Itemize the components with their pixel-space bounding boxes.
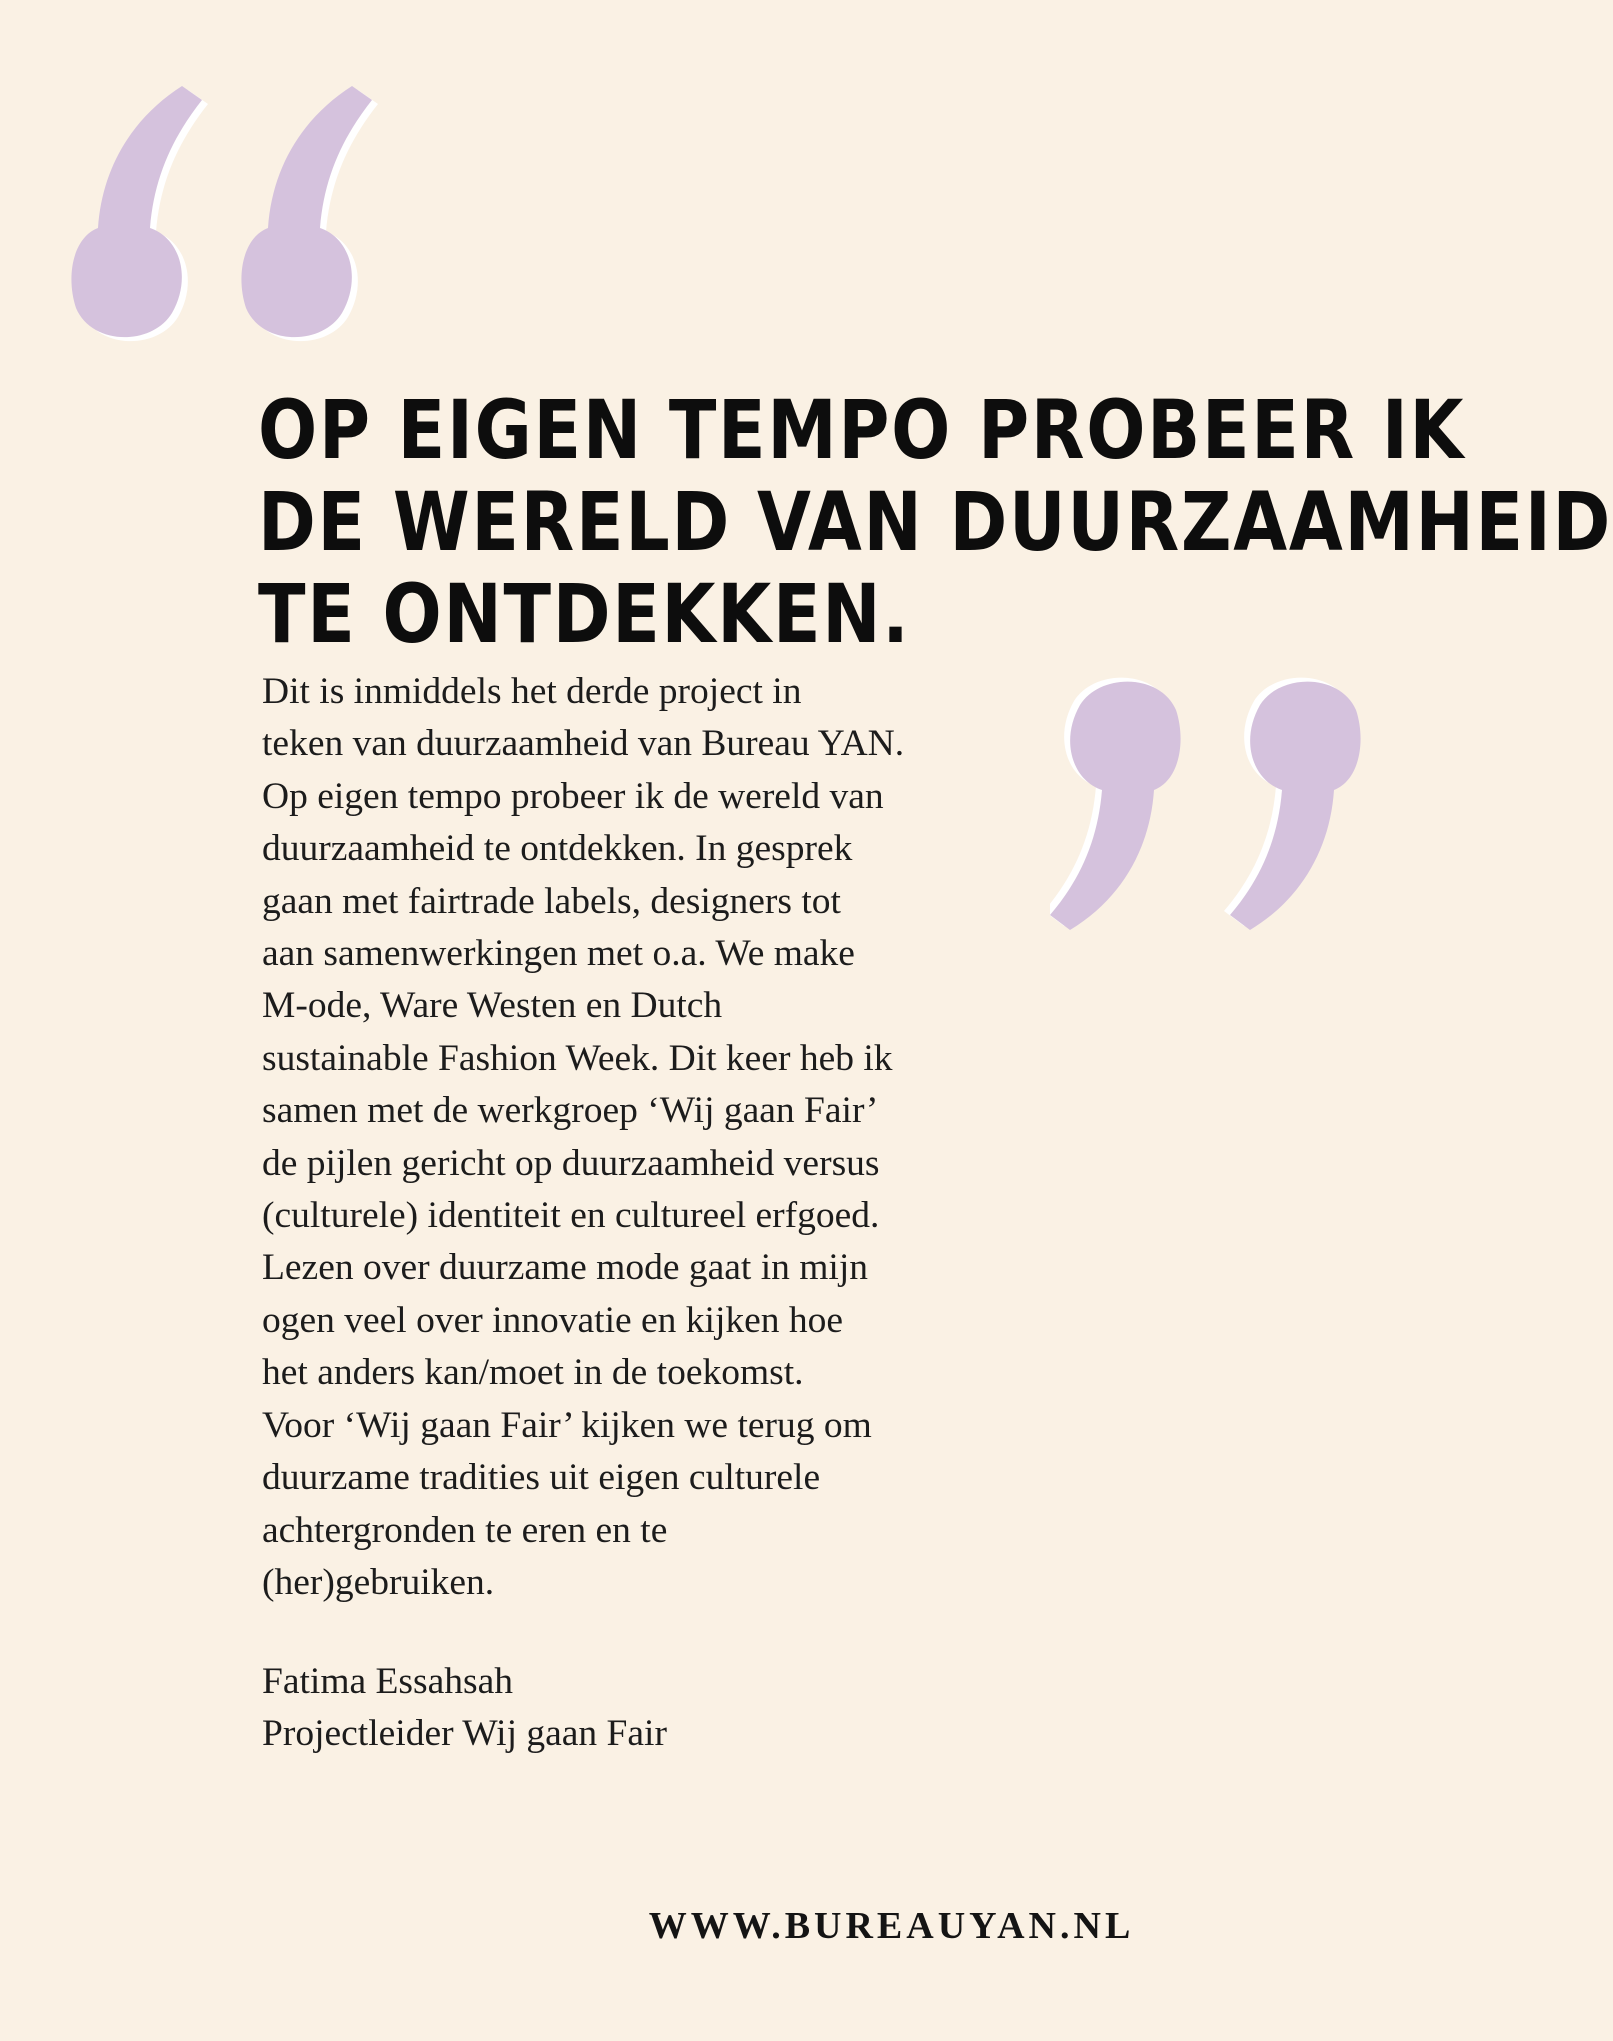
website-url[interactable]: WWW.BUREAUYAN.NL bbox=[648, 1905, 1135, 1947]
body-line: gaan met fairtrade labels, designers tot bbox=[262, 880, 841, 922]
headline bbox=[258, 384, 1613, 662]
body-line: teken van duurzaamheid van Bureau YAN. bbox=[262, 723, 905, 765]
headline-line: TE ONTDEKKEN. bbox=[258, 568, 911, 662]
body-line: Voor ‘Wij gaan Fair’ kijken we terug om bbox=[262, 1404, 872, 1446]
body-line: (culturele) identiteit en cultureel erfgoed. bbox=[262, 1195, 880, 1237]
body-line: het anders kan/moet in de toekomst. bbox=[262, 1352, 804, 1394]
body-line: Lezen over duurzame mode gaat in mijn bbox=[262, 1247, 869, 1289]
close-quote-icon bbox=[1050, 665, 1380, 940]
body-line: de pijlen gericht op duurzaamheid versus bbox=[262, 1142, 880, 1184]
body-paragraph bbox=[262, 666, 1062, 1609]
open-quote-icon bbox=[62, 78, 402, 353]
headline-line: DE WERELD VAN DUURZAAMHEID bbox=[258, 476, 1613, 570]
body-line: duurzaamheid te ontdekken. In gesprek bbox=[262, 828, 853, 870]
body-line: Op eigen tempo probeer ik de wereld van bbox=[262, 775, 884, 817]
body-line: M-ode, Ware Westen en Dutch bbox=[262, 985, 723, 1027]
body-line: Dit is inmiddels het derde project in bbox=[262, 671, 802, 712]
headline-line: OP EIGEN TEMPO PROBEER IK bbox=[258, 384, 1466, 478]
signature-role: Projectleider Wij gaan Fair bbox=[262, 1713, 667, 1755]
body-line: ogen veel over innovatie en kijken hoe bbox=[262, 1299, 844, 1341]
body-line: samen met de werkgroep ‘Wij gaan Fair’ bbox=[262, 1090, 879, 1132]
body-line: aan samenwerkingen met o.a. We make bbox=[262, 933, 855, 975]
signature bbox=[262, 1656, 667, 1761]
body-line: (her)gebruiken. bbox=[262, 1561, 495, 1603]
body-line: duurzame tradities uit eigen culturele bbox=[262, 1457, 821, 1499]
signature-name: Fatima Essahsah bbox=[262, 1661, 514, 1702]
body-line: achtergronden te eren en te bbox=[262, 1509, 668, 1551]
body-line: sustainable Fashion Week. Dit keer heb ik bbox=[262, 1037, 893, 1079]
